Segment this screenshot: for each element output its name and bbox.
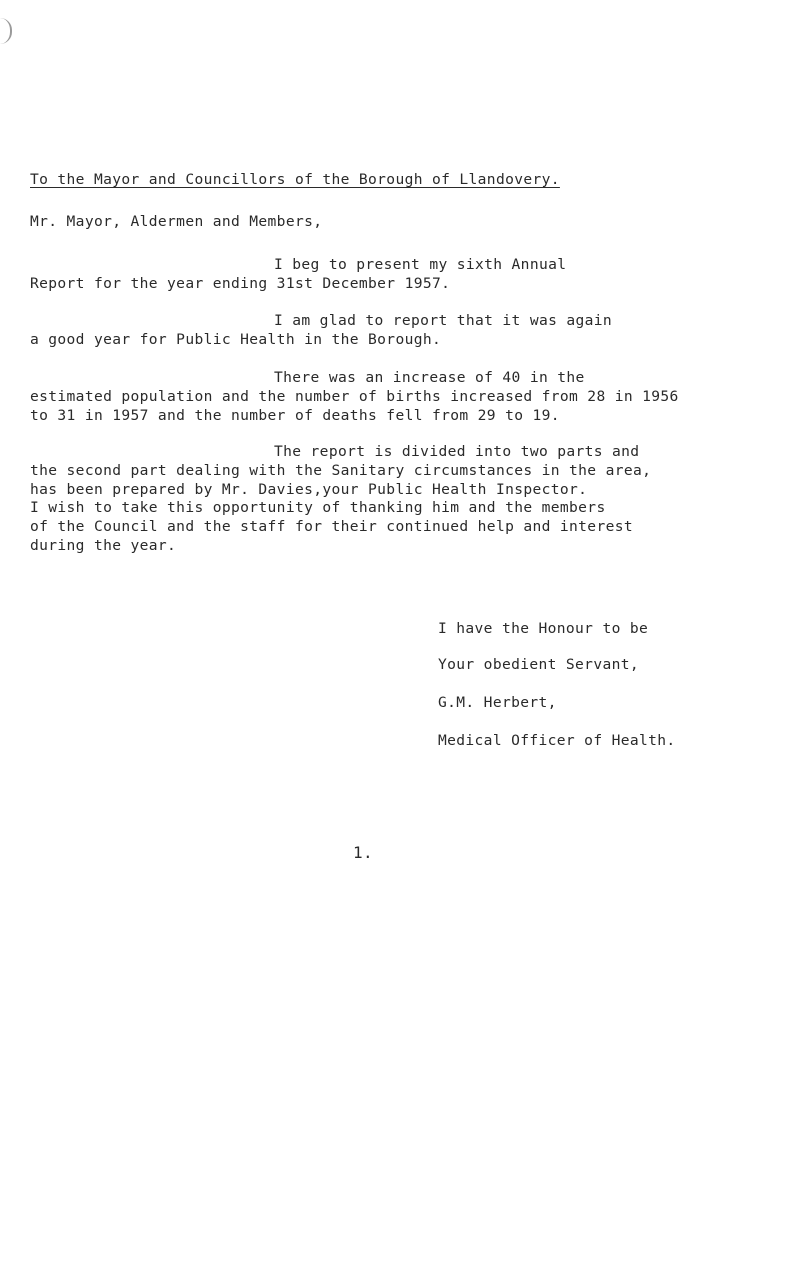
paragraph-3-line-3: to 31 in 1957 and the number of deaths fell from 29 to 19.	[30, 407, 560, 424]
paragraph-3-line-1: There was an increase of 40 in the	[274, 369, 585, 386]
signatory-title: Medical Officer of Health.	[438, 732, 676, 749]
paragraph-3-line-2: estimated population and the number of births increased from 28 in 1956	[30, 388, 679, 405]
paragraph-4-line-2: the second part dealing with the Sanitary circumstances in the area,	[30, 462, 652, 479]
signatory-name: G.M. Herbert,	[438, 694, 557, 711]
paragraph-2-line-1: I am glad to report that it was again	[274, 312, 613, 329]
paragraph-4-line-5: of the Council and the staff for their continued help and interest	[30, 518, 633, 535]
paragraph-1-line-2: Report for the year ending 31st December 1957.	[30, 275, 451, 292]
page-number: 1.	[353, 843, 373, 862]
paragraph-4-line-4: I wish to take this opportunity of thanking him and the members	[30, 499, 606, 516]
scan-edge-mark	[0, 18, 12, 44]
salutation: Mr. Mayor, Aldermen and Members,	[30, 213, 323, 230]
paragraph-4-line-3: has been prepared by Mr. Davies,your Public Health Inspector.	[30, 481, 588, 498]
closing-honour: I have the Honour to be	[438, 620, 649, 637]
paragraph-4-line-1: The report is divided into two parts and	[274, 443, 640, 460]
paragraph-1-line-1: I beg to present my sixth Annual	[274, 256, 567, 273]
closing-servant: Your obedient Servant,	[438, 656, 639, 673]
paragraph-2-line-2: a good year for Public Health in the Borough.	[30, 331, 442, 348]
paragraph-4-line-6: during the year.	[30, 537, 177, 554]
document-title: To the Mayor and Councillors of the Borough of Llandovery.	[30, 171, 560, 188]
